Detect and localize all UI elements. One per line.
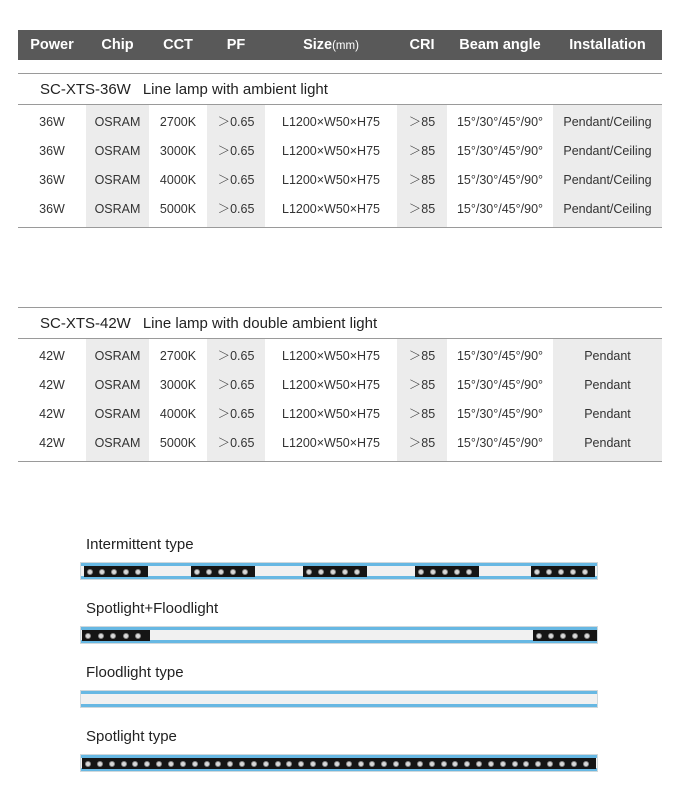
led-dot [334,761,340,767]
led-dot [464,761,470,767]
cell-chip: OSRAM [94,144,141,158]
led-dot [583,761,589,767]
led-dot [97,761,103,767]
table-rule [18,307,662,308]
led-dot [215,761,221,767]
cell-installation: Pendant [584,436,631,450]
led-dot [476,761,482,767]
cell-cri: ＞85 [408,202,436,216]
led-strip [533,630,597,641]
cell-pf: ＞0.65 [217,144,255,158]
cell-pf: ＞0.65 [217,407,255,421]
led-dot [123,569,129,575]
led-dot [454,569,460,575]
cell-cri: ＞85 [408,144,436,158]
led-dot [156,761,162,767]
led-dot [393,761,399,767]
cell-size: L1200×W50×H75 [282,144,380,158]
led-dot [558,569,564,575]
led-strip [415,566,479,577]
cell-cct: 2700K [159,349,197,363]
led-dot [121,761,127,767]
cell-cct: 3000K [159,378,197,392]
cell-cri: ＞85 [408,436,436,450]
cell-beam-angle: 15°/30°/45°/90° [456,436,544,450]
led-dot [560,633,566,639]
led-dot [263,761,269,767]
led-dot [144,761,150,767]
cell-installation: Pendant/Ceiling [563,202,652,216]
led-dot [466,569,472,575]
led-dot [330,569,336,575]
led-dot [430,569,436,575]
cell-chip: OSRAM [94,173,141,187]
led-dot [452,761,458,767]
cell-cct: 4000K [159,407,197,421]
cell-chip: OSRAM [94,202,141,216]
led-dot [441,761,447,767]
led-dot [442,569,448,575]
lamp-spotlight-type [80,754,598,772]
cell-beam-angle: 15°/30°/45°/90° [456,378,544,392]
cell-pf: ＞0.65 [217,436,255,450]
led-dot [547,761,553,767]
model-description: Line lamp with double ambient light [142,315,378,332]
lamp-label-floodlight: Floodlight type [86,664,184,681]
led-dot [322,761,328,767]
cell-installation: Pendant/Ceiling [563,115,652,129]
led-dot [87,569,93,575]
cell-chip: OSRAM [94,436,141,450]
led-dot [318,569,324,575]
table-title [40,81,328,98]
led-dot [572,633,578,639]
led-dot [571,761,577,767]
cell-power: 42W [39,349,65,363]
cell-chip: OSRAM [94,115,141,129]
led-dot [111,569,117,575]
led-dot [523,761,529,767]
cell-beam-angle: 15°/30°/45°/90° [456,173,544,187]
led-dot [239,761,245,767]
led-dot [546,569,552,575]
led-dot [534,569,540,575]
cell-power: 36W [39,173,65,187]
header-power: Power [30,37,74,53]
led-dot [358,761,364,767]
led-dot [381,761,387,767]
cell-cct: 5000K [159,202,197,216]
header-installation: Installation [569,37,646,53]
led-dot [123,633,129,639]
led-dot [85,761,91,767]
led-dot [548,633,554,639]
led-dot [570,569,576,575]
header-cri: CRI [409,37,435,53]
cell-pf: ＞0.65 [217,378,255,392]
lamp-label-spotlight: Spotlight type [86,728,177,745]
led-dot [354,569,360,575]
led-dot [310,761,316,767]
cell-beam-angle: 15°/30°/45°/90° [456,144,544,158]
table-rule [18,461,662,462]
led-strip [303,566,367,577]
cell-cri: ＞85 [408,173,436,187]
led-dot [275,761,281,767]
led-dot [218,569,224,575]
led-strip [82,630,150,641]
led-dot [204,761,210,767]
led-strip [82,758,596,769]
cell-installation: Pendant [584,349,631,363]
cell-cri: ＞85 [408,349,436,363]
cell-size: L1200×W50×H75 [282,378,380,392]
led-dot [369,761,375,767]
cell-cri: ＞85 [408,407,436,421]
header-cct: CCT [163,37,193,53]
cell-size: L1200×W50×H75 [282,436,380,450]
cell-chip: OSRAM [94,349,141,363]
led-dot [488,761,494,767]
cell-chip: OSRAM [94,378,141,392]
cell-power: 36W [39,115,65,129]
lamp-edge [81,704,597,707]
cell-size: L1200×W50×H75 [282,349,380,363]
cell-size: L1200×W50×H75 [282,173,380,187]
cell-size: L1200×W50×H75 [282,407,380,421]
led-dot [584,633,590,639]
table-rule [18,73,662,74]
cell-beam-angle: 15°/30°/45°/90° [456,407,544,421]
led-dot [206,569,212,575]
led-dot [132,761,138,767]
model-description: Line lamp with ambient light [142,81,328,98]
led-dot [418,569,424,575]
led-dot [109,761,115,767]
led-dot [500,761,506,767]
lamp-label-intermittent: Intermittent type [86,536,194,553]
led-dot [536,633,542,639]
cell-power: 42W [39,407,65,421]
led-dot [559,761,565,767]
lamp-intermittent-type [80,562,598,580]
led-dot [298,761,304,767]
lamp-label-spot-flood: Spotlight+Floodlight [86,600,219,617]
led-dot [180,761,186,767]
led-dot [230,569,236,575]
spec-table-36w [18,73,662,229]
led-dot [135,569,141,575]
lamp-spotlight-floodlight [80,626,598,644]
led-dot [110,633,116,639]
model-name: SC-XTS-36W [40,81,131,98]
cell-cri: ＞85 [408,115,436,129]
cell-cct: 5000K [159,436,197,450]
cell-installation: Pendant/Ceiling [563,144,652,158]
header-size-label: Size [303,37,333,53]
led-strip [191,566,255,577]
led-dot [227,761,233,767]
table-title [40,315,377,332]
cell-power: 42W [39,436,65,450]
led-dot [286,761,292,767]
lamp-floodlight-type [80,690,598,708]
led-dot [168,761,174,767]
led-dot [85,633,91,639]
header-chip: Chip [101,37,134,53]
cell-power: 36W [39,144,65,158]
led-dot [99,569,105,575]
cell-pf: ＞0.65 [217,173,255,187]
cell-power: 42W [39,378,65,392]
lamp-edge [81,627,597,630]
spec-table-42w [18,307,662,463]
cell-beam-angle: 15°/30°/45°/90° [456,202,544,216]
led-dot [135,633,141,639]
led-dot [342,569,348,575]
led-dot [405,761,411,767]
led-dot [429,761,435,767]
led-dot [582,569,588,575]
cell-chip: OSRAM [94,407,141,421]
cell-installation: Pendant [584,407,631,421]
led-dot [242,569,248,575]
header-size-unit: (mm) [332,40,359,52]
cell-pf: ＞0.65 [217,115,255,129]
table-rule [18,227,662,228]
cell-size: L1200×W50×H75 [282,115,380,129]
header-size [265,30,397,60]
led-dot [417,761,423,767]
header-beam-angle: Beam angle [459,37,541,53]
cell-beam-angle: 15°/30°/45°/90° [456,349,544,363]
cell-cct: 4000K [159,173,197,187]
cell-size: L1200×W50×H75 [282,202,380,216]
led-dot [98,633,104,639]
led-dot [306,569,312,575]
led-dot [346,761,352,767]
led-dot [535,761,541,767]
led-strip [531,566,595,577]
led-dot [512,761,518,767]
led-strip [84,566,148,577]
led-dot [194,569,200,575]
led-dot [192,761,198,767]
cell-beam-angle: 15°/30°/45°/90° [456,115,544,129]
cell-pf: ＞0.65 [217,349,255,363]
led-dot [251,761,257,767]
cell-cct: 3000K [159,144,197,158]
model-name: SC-XTS-42W [40,315,131,332]
lamp-edge [81,691,597,694]
spec-table-header [18,30,662,60]
lamp-edge [81,640,597,643]
cell-pf: ＞0.65 [217,202,255,216]
cell-installation: Pendant [584,378,631,392]
cell-installation: Pendant/Ceiling [563,173,652,187]
header-pf: PF [226,37,246,53]
cell-cct: 2700K [159,115,197,129]
cell-power: 36W [39,202,65,216]
cell-cri: ＞85 [408,378,436,392]
